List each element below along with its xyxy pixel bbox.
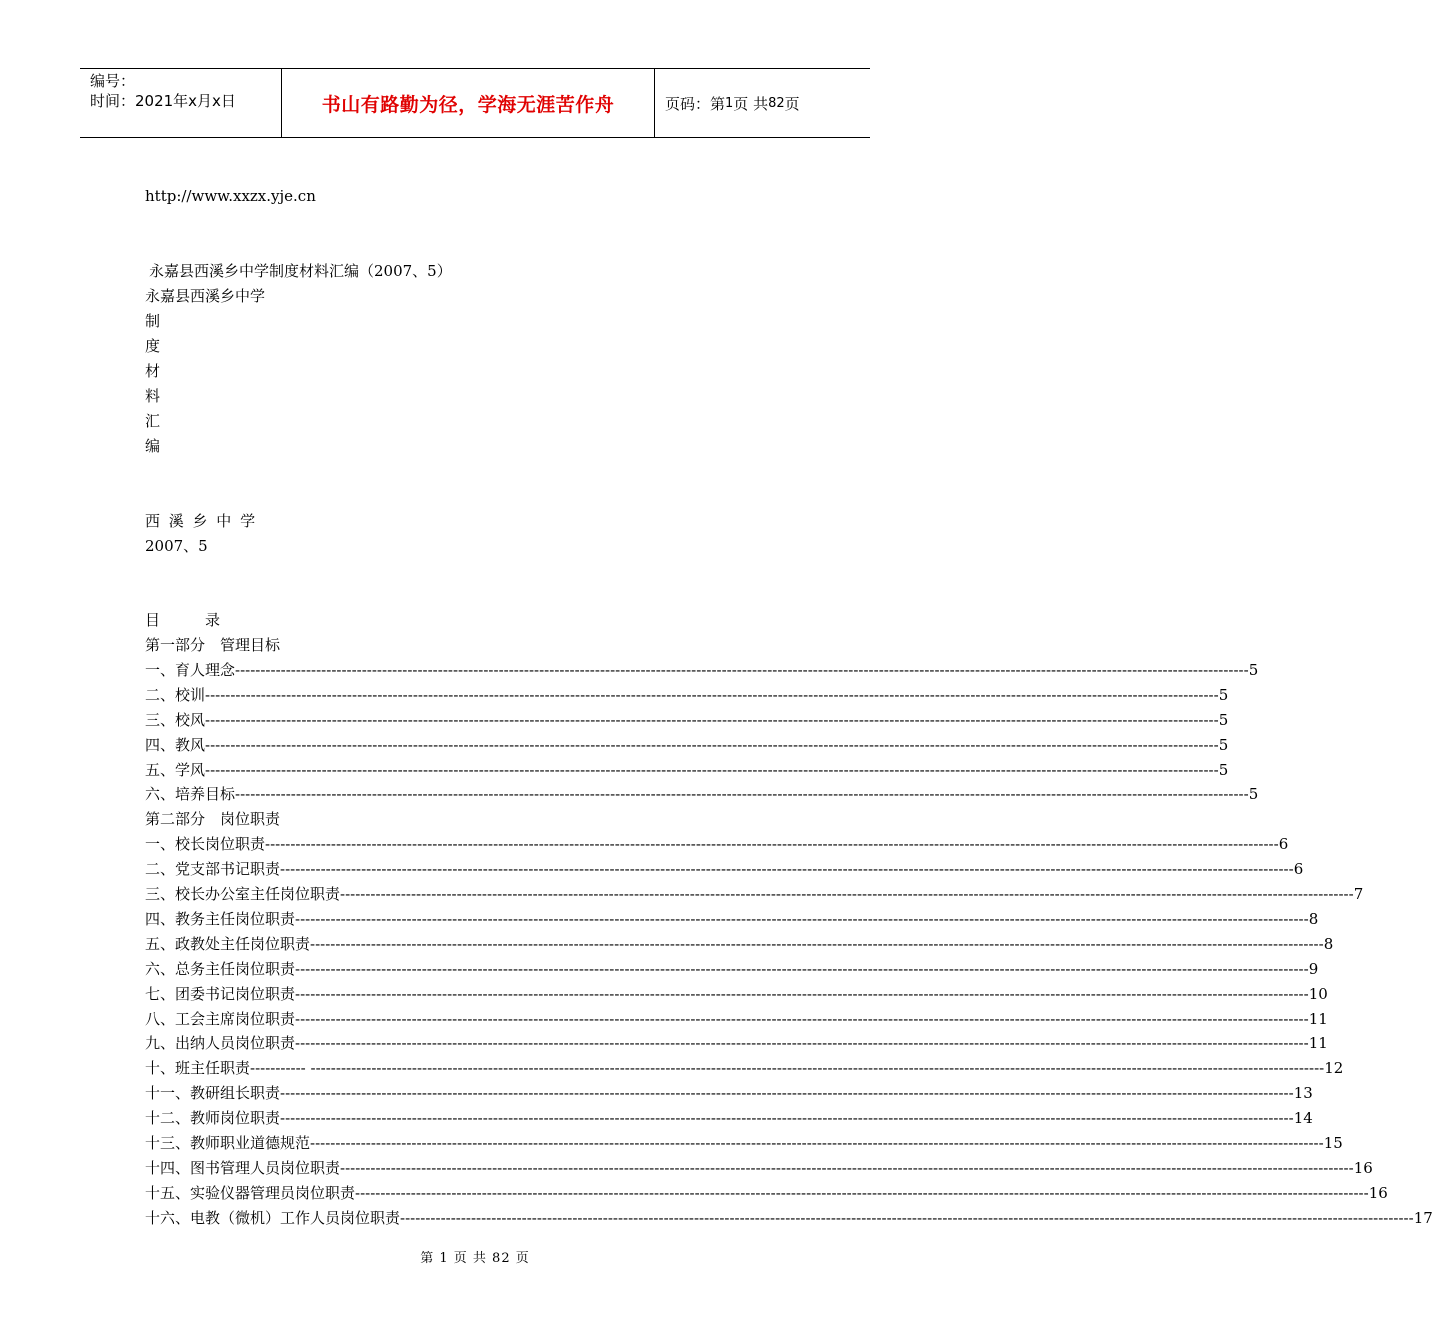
toc-entry-title: 四、教风 [145, 735, 206, 754]
toc-entry-title: 第二部分 岗位职责 [145, 810, 281, 829]
toc-page-number: 10 [1308, 984, 1328, 1003]
toc-leader-dashes: -------------------------------------------------------------------------------------------------------------------------------------------------------------------------------------------------------- [295, 959, 1309, 978]
toc-entry-title: 第一部分 管理目标 [145, 636, 281, 654]
toc-page-number: 16 [1368, 1183, 1388, 1202]
time-label: 时间：2021年x月x日 [90, 92, 236, 110]
toc-entry [145, 784, 1259, 804]
toc-entry-title: 九、出纳人员岗位职责 [145, 1034, 296, 1053]
toc-entry [145, 1208, 1433, 1228]
toc-entry-title: 十六、电教（微机）工作人员岗位职责 [145, 1208, 401, 1227]
toc-entry [145, 859, 1304, 879]
toc-entry-title: 五、政教处主任岗位职责 [145, 934, 311, 953]
toc-entry-title: 十一、教研组长职责 [145, 1084, 281, 1103]
toc-entry-title: 八、工会主席岗位职责 [145, 1009, 296, 1028]
toc-leader-dashes: -------------------------------------------------------------------------------------------------------------------------------------------------------------------------------------------------------- [400, 1208, 1414, 1227]
page-prefix: 页码：第 [665, 94, 726, 113]
toc-page-number: 5 [1218, 735, 1229, 754]
toc-page-number: 8 [1308, 909, 1319, 928]
toc-entry-title: 六、总务主任岗位职责 [145, 959, 296, 978]
toc-leader-dashes: -------------------------------------------------------------------------------------------------------------------------------------------------------------------------------------------------------- [265, 835, 1279, 854]
school-spaced: 西 溪 乡 中 学 [145, 512, 256, 530]
toc-entry [145, 1083, 1313, 1103]
vertical-char: 材 [145, 362, 161, 380]
school-name: 永嘉县西溪乡中学 [145, 287, 266, 305]
toc-leader-dashes: -------------------------------------------------------------------------------------------------------------------------------------------------------------------------------------------------------- [205, 760, 1219, 779]
toc-entry [145, 984, 1328, 1004]
toc-entry [145, 1158, 1373, 1178]
toc-page-number: 14 [1293, 1109, 1313, 1128]
toc-leader-dashes: -------------------------------------------------------------------------------------------------------------------------------------------------------------------------------------------------------- [310, 1059, 1325, 1078]
page-suffix: 页 [784, 94, 800, 113]
toc-entry [145, 1108, 1313, 1128]
toc-section-heading [145, 809, 280, 829]
vertical-char: 编 [145, 437, 161, 455]
toc-leader-dashes: -------------------------------------------------------------------------------------------------------------------------------------------------------------------------------------------------------- [280, 1084, 1294, 1103]
toc-page-number: 5 [1248, 660, 1259, 679]
toc-entry-title: 十四、图书管理人员岗位职责 [145, 1158, 341, 1177]
toc-heading: 目 录 [145, 611, 221, 629]
toc-leader-dashes: -------------------------------------------------------------------------------------------------------------------------------------------------------------------------------------------------------- [235, 785, 1249, 804]
toc-page-number: 6 [1293, 860, 1304, 879]
toc-entry [145, 760, 1229, 780]
toc-leader-dashes: -------------------------------------------------------------------------------------------------------------------------------------------------------------------------------------------------------- [235, 660, 1249, 679]
toc-page-number: 11 [1308, 1009, 1328, 1028]
toc-entry [145, 909, 1319, 929]
toc-entry-title: 二、校训 [145, 685, 206, 704]
toc-entry [145, 1033, 1328, 1053]
toc-entry-title: 一、育人理念 [145, 660, 236, 679]
toc-leader-dashes: -------------------------------------------------------------------------------------------------------------------------------------------------------------------------------------------------------- [340, 885, 1354, 903]
toc-leader-dashes: -------------------------------------------------------------------------------------------------------------------------------------------------------------------------------------------------------- [205, 735, 1219, 754]
serial-label: 编号： [90, 72, 136, 90]
toc-entry [145, 1183, 1388, 1203]
toc-page-number: 5 [1218, 685, 1229, 704]
vertical-char: 汇 [145, 412, 161, 430]
toc-page-number: 5 [1218, 710, 1229, 729]
toc-leader-dashes: -------------------------------------------------------------------------------------------------------------------------------------------------------------------------------------------------------- [310, 934, 1324, 953]
toc-entry-title: 三、校长办公室主任岗位职责 [145, 885, 341, 903]
toc-leader-dashes: -------------------------------------------------------------------------------------------------------------------------------------------------------------------------------------------------------- [295, 1034, 1309, 1053]
toc-page-number: 11 [1308, 1034, 1328, 1053]
toc-leader-dashes: -------------------------------------------------------------------------------------------------------------------------------------------------------------------------------------------------------- [280, 1109, 1294, 1128]
toc-page-number: 12 [1324, 1059, 1344, 1078]
toc-page-number: 16 [1353, 1158, 1373, 1177]
toc-leader-dashes: -------------------------------------------------------------------------------------------------------------------------------------------------------------------------------------------------------- [280, 860, 1294, 879]
toc-page-number: 17 [1413, 1208, 1433, 1227]
document-title: 永嘉县西溪乡中学制度材料汇编（2007、5） [149, 262, 452, 280]
toc-leader-dashes: -------------------------------------------------------------------------------------------------------------------------------------------------------------------------------------------------------- [295, 1009, 1309, 1028]
vertical-char: 度 [145, 337, 161, 355]
toc-page-number: 13 [1293, 1084, 1313, 1103]
vertical-char: 制 [145, 312, 161, 330]
motto: 书山有路勤为径，学海无涯苦作舟 [321, 93, 615, 116]
toc-entry-title: 一、校长岗位职责 [145, 835, 266, 854]
toc-entry [145, 959, 1319, 979]
toc-leader-dashes: -------------------------------------------------------------------------------------------------------------------------------------------------------------------------------------------------------- [295, 909, 1309, 928]
toc-entry [145, 710, 1229, 730]
toc-page-number: 7 [1353, 885, 1364, 903]
source-url: http://www.xxzx.yje.cn [145, 187, 316, 205]
toc-entry-title: 三、校风 [145, 710, 206, 729]
toc-entry-title: 十、班主任职责----------- [145, 1059, 311, 1078]
toc-leader-dashes: -------------------------------------------------------------------------------------------------------------------------------------------------------------------------------------------------------- [205, 685, 1219, 704]
toc-page-number: 9 [1308, 959, 1319, 978]
toc-entry-title: 五、学风 [145, 760, 206, 779]
page-footer: 第 1 页 共 82 页 [420, 1251, 530, 1266]
toc-section-heading [145, 635, 280, 655]
header-page-cell [655, 69, 870, 137]
toc-leader-dashes: -------------------------------------------------------------------------------------------------------------------------------------------------------------------------------------------------------- [355, 1183, 1369, 1202]
header-meta-cell [80, 69, 282, 137]
page-number: 1 [725, 95, 734, 111]
toc-page-number: 5 [1218, 760, 1229, 779]
toc-entry-title: 十二、教师岗位职责 [145, 1109, 281, 1128]
toc-entry [145, 834, 1289, 854]
toc-entry-title: 二、党支部书记职责 [145, 860, 281, 879]
toc-page-number: 5 [1248, 785, 1259, 804]
page-header [80, 68, 870, 138]
toc-entry [145, 685, 1229, 705]
toc-entry-title: 四、教务主任岗位职责 [145, 909, 296, 928]
toc-entry [145, 735, 1229, 755]
toc-entry [145, 660, 1259, 680]
toc-leader-dashes: -------------------------------------------------------------------------------------------------------------------------------------------------------------------------------------------------------- [340, 1158, 1354, 1177]
toc-entry-title: 十五、实验仪器管理员岗位职责 [145, 1183, 356, 1202]
toc-entry-title: 十三、教师职业道德规范 [145, 1134, 311, 1152]
header-motto-cell [282, 69, 655, 137]
toc-page-number: 15 [1323, 1134, 1343, 1152]
toc-entry-title: 七、团委书记岗位职责 [145, 984, 296, 1003]
toc-entry [145, 1009, 1328, 1029]
vertical-char: 料 [145, 387, 161, 405]
toc-entry [145, 1133, 1343, 1153]
toc-page-number: 6 [1278, 835, 1289, 854]
toc-leader-dashes: -------------------------------------------------------------------------------------------------------------------------------------------------------------------------------------------------------- [295, 984, 1309, 1003]
toc-leader-dashes: -------------------------------------------------------------------------------------------------------------------------------------------------------------------------------------------------------- [205, 710, 1219, 729]
toc-page-number: 8 [1323, 934, 1334, 953]
page-mid: 页 共 [733, 94, 769, 113]
toc-leader-dashes: -------------------------------------------------------------------------------------------------------------------------------------------------------------------------------------------------------- [310, 1134, 1324, 1152]
toc-entry [145, 884, 1364, 904]
toc-entry [145, 1058, 1344, 1078]
document-date: 2007、5 [145, 537, 208, 555]
page-total: 82 [768, 95, 785, 111]
toc-entry [145, 934, 1334, 954]
toc-entry-title: 六、培养目标 [145, 785, 236, 804]
